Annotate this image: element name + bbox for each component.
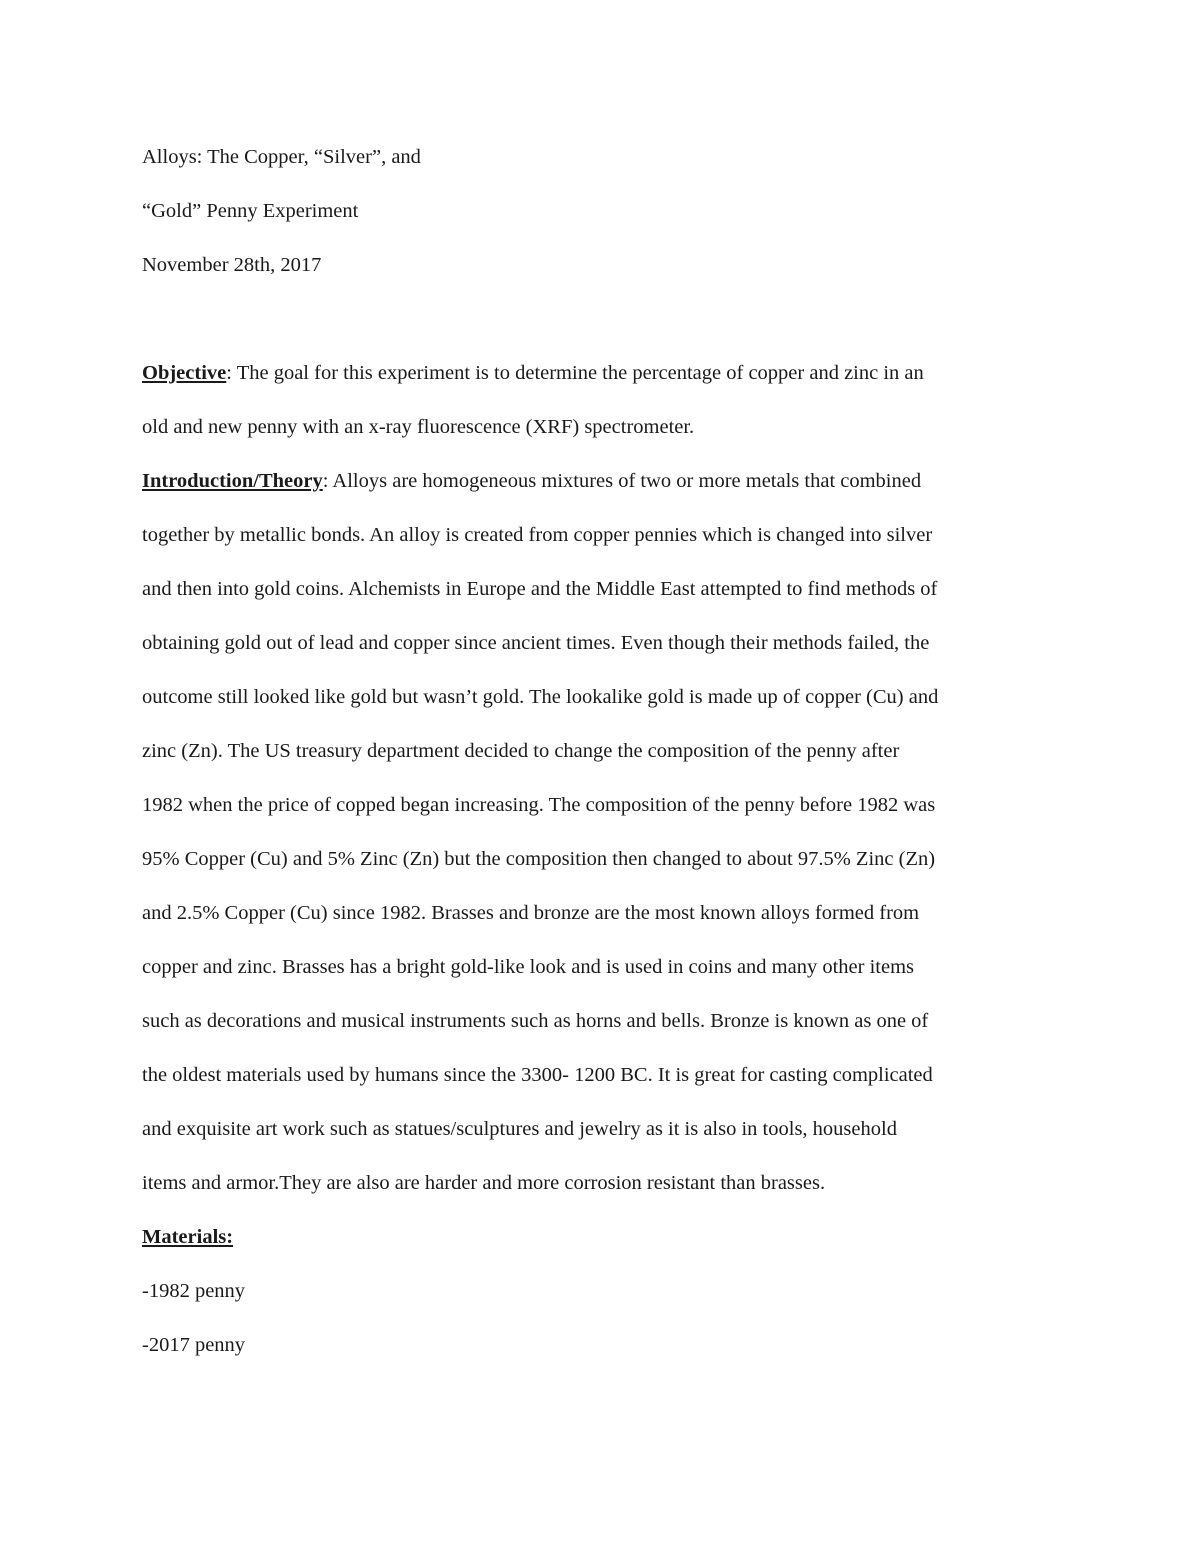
objective-heading: Objective: [142, 362, 227, 384]
document-body: [142, 130, 1072, 1372]
intro-line-4: obtaining gold out of lead and copper since ancient times. Even though their methods failed, the: [142, 632, 930, 654]
intro-line-7: 1982 when the price of copped began increasing. The composition of the penny before 1982 was: [142, 794, 936, 816]
intro-line-12: the oldest materials used by humans since the 3300- 1200 BC. It is great for casting complicated: [142, 1064, 933, 1086]
intro-line-2: together by metallic bonds. An alloy is created from copper pennies which is changed into silver: [142, 524, 933, 546]
intro-line-6: zinc (Zn). The US treasury department decided to change the composition of the penny after: [142, 740, 900, 762]
title-line-2: “Gold” Penny Experiment: [142, 200, 359, 222]
intro-line-3: and then into gold coins. Alchemists in Europe and the Middle East attempted to find methods of: [142, 578, 938, 600]
materials-item: -2017 penny: [142, 1334, 246, 1356]
intro-line-10: copper and zinc. Brasses has a bright gold-like look and is used in coins and many other items: [142, 956, 914, 978]
objective-line-2: old and new penny with an x-ray fluorescence (XRF) spectrometer.: [142, 416, 695, 438]
intro-line-5: outcome still looked like gold but wasn’t gold. The lookalike gold is made up of copper (Cu) and: [142, 686, 939, 708]
objective-text: : The goal for this experiment is to determine the percentage of copper and zinc in an: [226, 362, 924, 384]
materials-item: -1982 penny: [142, 1280, 246, 1302]
title-line-1: Alloys: The Copper, “Silver”, and: [142, 146, 421, 168]
objective-line-1: [142, 346, 1072, 400]
introduction-heading: Introduction/Theory: [142, 470, 323, 492]
document-date: November 28th, 2017: [142, 254, 322, 276]
materials-heading: Materials:: [142, 1226, 234, 1248]
materials-line: [142, 1210, 1072, 1264]
intro-text: : Alloys are homogeneous mixtures of two or more metals that combined: [322, 470, 922, 492]
intro-line-14: items and armor.They are also are harder and more corrosion resistant than brasses.: [142, 1172, 826, 1194]
intro-line-9: and 2.5% Copper (Cu) since 1982. Brasses and bronze are the most known alloys formed from: [142, 902, 920, 924]
blank-line: [142, 292, 1072, 346]
intro-line-11: such as decorations and musical instruments such as horns and bells. Bronze is known as one of: [142, 1010, 929, 1032]
intro-line-8: 95% Copper (Cu) and 5% Zinc (Zn) but the composition then changed to about 97.5% Zinc (Zn): [142, 848, 936, 870]
intro-line-13: and exquisite art work such as statues/sculptures and jewelry as it is also in tools, household: [142, 1118, 897, 1140]
intro-line-1: [142, 454, 1072, 508]
